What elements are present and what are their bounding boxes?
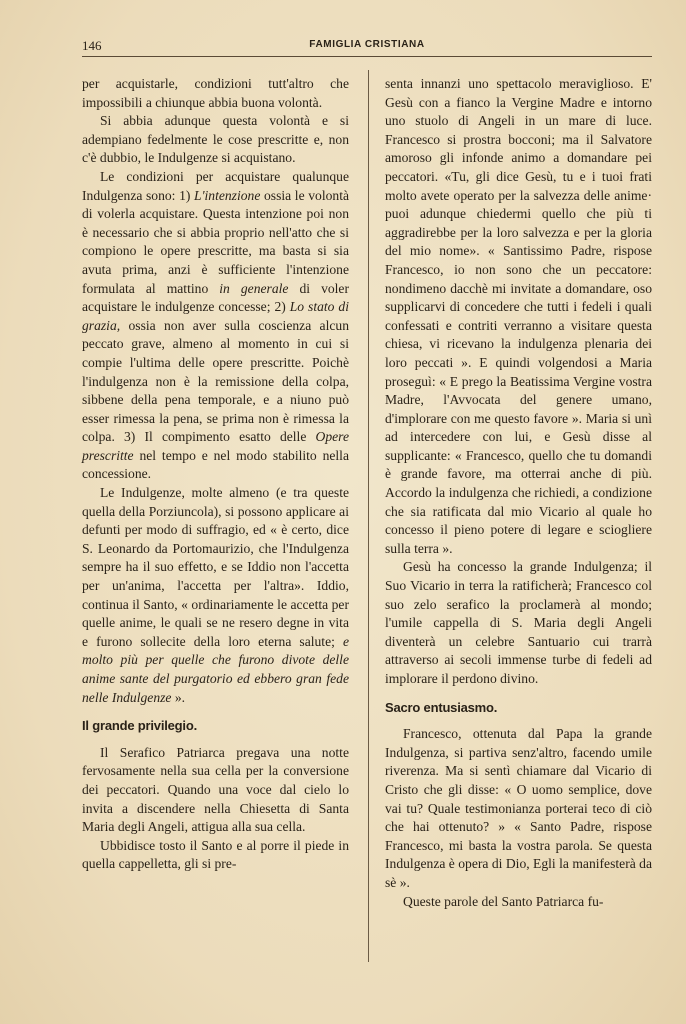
italic-text: L'intenzione xyxy=(194,187,261,203)
paragraph: per acquistarle, condizioni tutt'altro che impossibili a chiunque abbia buona volontà. xyxy=(82,76,349,110)
paragraph: Queste parole del Santo Patriarca fu- xyxy=(403,893,604,909)
paragraph: Il Serafico Patriarca pregava una notte fervosamente nella sua cella per la conversione dei peccatori. Quando una voce dal cielo lo invita a discendere nella Chiesetta di Santa Maria degli Angeli, attigua alla sua cella. xyxy=(82,744,349,835)
paragraph: Francesco, ottenuta dal Papa la grande Indulgenza, si partiva senz'altro, facendo umile riverenza. Ma si sentì chiamare dal Vicario di Cristo che gli disse: « O uomo semplice, dove vai tu? Quale testimonianza porterai teco di ciò che hai ottenuto? » « Santo Padre, rispose Francesco, mi basta la vostra parola. Se questa Indulgenza è opera di Dio, Egli la manifesterà da sè ». xyxy=(385,726,652,890)
paragraph xyxy=(82,484,349,707)
paragraph xyxy=(82,168,349,484)
text-run: di voler acquistare le indulgenze concesse; 2) xyxy=(82,280,349,315)
italic-text: Lo stato di grazia, xyxy=(82,299,349,333)
right-column xyxy=(385,75,652,911)
italic-text: e molto più per quelle che furono divote delle anime sante del purgatorio ed ebbero gran fede nelle Indulgenze xyxy=(82,633,349,705)
text-run: ». xyxy=(171,689,186,705)
paragraph: Si abbia adunque questa volontà e si adempiano fedelmente le cose prescritte e, non c'è dubbio, le Indulgenze si acquistano. xyxy=(82,113,349,166)
page-number: 146 xyxy=(82,38,102,53)
left-column xyxy=(82,75,349,874)
text-run: Le condizioni per acquistare qualunque Indulgenza sono: 1) xyxy=(82,168,349,203)
running-title: FAMIGLIA CRISTIANA xyxy=(309,39,425,50)
section-heading: Il grande privilegio. xyxy=(82,718,197,734)
text-run: nel tempo e nel modo stabilito nella concessione. xyxy=(82,447,349,482)
italic-text: Opere prescritte xyxy=(82,429,349,463)
text-run: Le Indulgenze, molte almeno (e tra queste quella della Porziuncola), si possono applicare ai defunti per modo di suffragio, ed « è certo, dice S. Leonardo da Portomaurizio, che l'Indulgenza sempre ha il suo effetto, e se Iddio non l'accetta per un'anima, l'accetta per l'altra». Iddio, continua il Santo, « ordinariamente le accetta per quelle anime, le quali se ne resero degne in vita e furono sollecite della loro eterna salute; xyxy=(82,485,349,649)
paragraph: Ubbidisce tosto il Santo e al porre il piede in quella cappelletta, gli si pre- xyxy=(82,837,349,872)
page-header xyxy=(82,38,652,57)
italic-text: in generale xyxy=(219,280,289,296)
column-divider xyxy=(368,70,369,962)
paragraph: senta innanzi uno spettacolo meraviglioso. E' Gesù con a fianco la Vergine Madre e intorno uno stuolo di Angeli in un mare di luce. Francesco si prostra bocconi; ma il Salvatore amoroso gli infonde animo a domandare pei peccatori. «Tu, gli dice Gesù, tu e i tuoi frati molto avete operato per la salvezza delle anime· puoi adunque chiedermi quello che più ti aggradirebbe per la loro salvezza e per la gloria del mio nome». « Santissimo Padre, rispose Francesco, io non sono che un peccatore: nondimeno dacchè mi invitate a domandare, oso supplicarvi di concedere che tutti i fedeli i quali confessati e contriti verranno a visitare questa chiesa, vi ricevano la indulgenza plenaria dei loro peccati ». E quindi volgendosi a Maria proseguì: « E prego la Beatissima Vergine vostra Madre, l'Avvocata del genere umano, d'implorare con me questo favore ». Maria si unì ad intercedere con lui, e Gesù disse al supplicante: « Francesco, quello che tu domandi è grande favore, ma otterrai anche di più. Accordo la indulgenza che richiedi, a condizione che sia ratificata dal mio Vicario al quale ho concesso il pieno potere di legare e sciogliere sulla terra ». xyxy=(385,76,652,556)
text-run: ossia non aver sulla coscienza alcun peccato grave, almeno al momento in cui si compie l'ultima delle opere prescritte. Poichè l'indulgenza non è la remissione della colpa, sibbene della pena temporale, e a niuno può esser rimessa la pena, se prima non è rimessa la colpa. 3) Il compimento esatto delle xyxy=(82,317,349,445)
text-run: ossia le volontà di volerla acquistare. Questa intenzione poi non è necessario che si abbia proprio nell'atto che si compiono le opere prescritte, ma basta si sia avuta prima, anzi è sufficiente l'intenzione formulata al mattino xyxy=(82,187,349,296)
section-heading: Sacro entusiasmo. xyxy=(385,699,498,715)
paragraph: Gesù ha concesso la grande Indulgenza; il Suo Vicario in terra la ratificherà; Francesco col suo zelo serafico la proclamerà al mondo; l'umile cappella di S. Maria degli Angeli diventerà un celebre Santuario cui trarrà attraverso ai secoli immense turbe di fedeli ad implorare il perdono divino. xyxy=(385,559,652,686)
